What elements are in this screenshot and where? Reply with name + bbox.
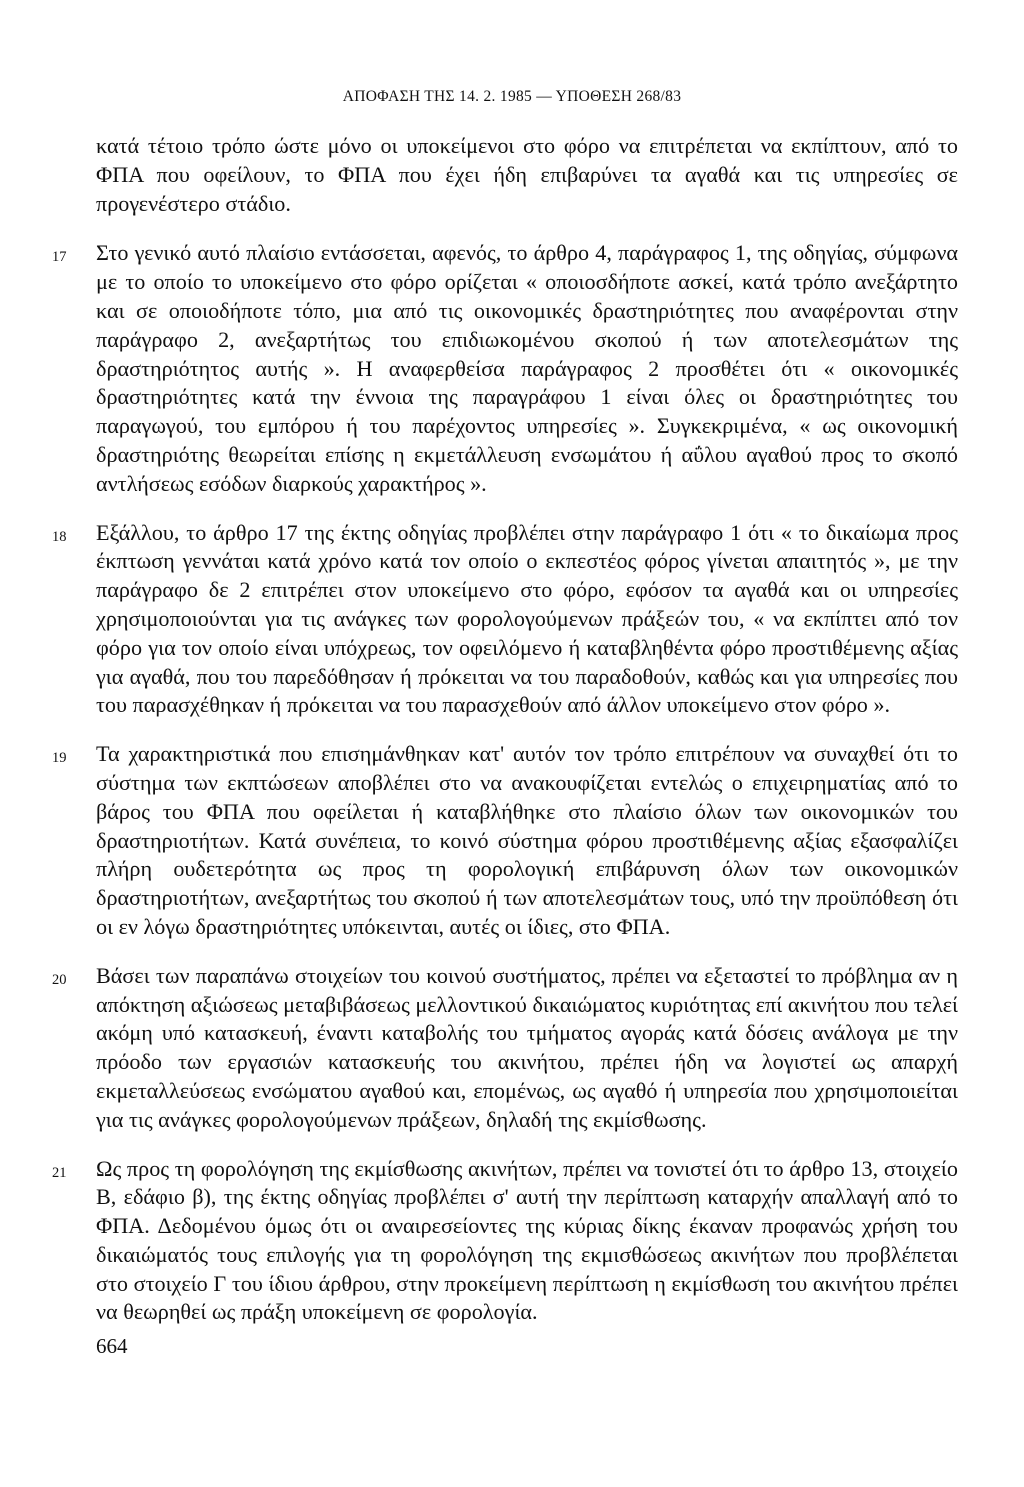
paragraph-text: κατά τέτοιο τρόπο ώστε μόνο οι υποκείμενοι στο φόρο να επιτρέπεται να εκπίπτουν, από το ΦΠΑ που οφείλουν, το ΦΠΑ που έχει ήδη επιβαρύνει τα αγαθά και τις υπηρεσίες σε προγενέστερο στάδιο. [96, 133, 958, 216]
paragraph-18 [52, 519, 958, 721]
paragraph-text: Στο γενικό αυτό πλαίσιο εντάσσεται, αφενός, το άρθρο 4, παράγραφος 1, της οδηγίας, σύμφωνα με το οποίο το υποκείμενο στο φόρο ορίζεται « οποιοσδήποτε ασκεί, κατά τρόπο ανεξάρτητο και σε οποιοδήποτε τόπο, μια από τις οικονομικές δραστηριότητες που αναφέρονται στην παράγραφο 2, ανεξαρτήτως του επιδιωκομένου σκοπού ή των αποτελεσμάτων της δραστηριότητος αυτής ». Η αναφερθείσα παράγραφος 2 προσθέτει ότι « οικονομικές δραστηριότητες κατά την έννοια της παραγράφου 1 είναι όλες οι δραστηριότητες του παραγωγού, του εμπόρου ή του παρέχοντος υπηρεσίες ». Συγκεκριμένα, « ως οικονομική δραστηριότης θεωρείται επίσης η εκμετάλλευση ενσωμάτου ή αΰλου αγαθού προς το σκοπό αντλήσεως εσόδων διαρκούς χαρακτήρος ». [96, 240, 958, 496]
running-header: ΑΠΟΦΑΣΗ ΤΗΣ 14. 2. 1985 — ΥΠΟΘΕΣΗ 268/83 [342, 88, 682, 105]
body-text [52, 132, 958, 1347]
paragraph-number: 20 [52, 971, 67, 988]
paragraph-number: 18 [52, 528, 67, 545]
paragraph-number: 17 [52, 249, 67, 266]
page-number: 664 [96, 1334, 128, 1358]
paragraph-text: Ως προς τη φορολόγηση της εκμίσθωσης ακινήτων, πρέπει να τονιστεί ότι το άρθρο 13, στοιχείο Β, εδάφιο β), της έκτης οδηγίας προβλέπει σ' αυτή την περίπτωση καταρχήν απαλλαγή από το ΦΠΑ. Δεδομένου όμως ότι οι αναιρεσείοντες της κύριας δίκης έκαναν προφανώς χρήση του δικαιώματός τους επιλογής για τη φορολόγηση της εκμισθώσεως ακινήτων που προβλέπεται στο στοιχείο Γ του ίδιου άρθρου, στην προκείμενη περίπτωση η εκμίσθωση του ακινήτου πρέπει να θεωρηθεί ως πράξη υποκείμενη σε φορολογία. [96, 1155, 958, 1325]
paragraph-text: Βάσει των παραπάνω στοιχείων του κοινού συστήματος, πρέπει να εξεταστεί το πρόβλημα αν η απόκτηση αξιώσεως μεταβιβάσεως μελλοντικού δικαιώματος κυριότητας επί ακινήτου που τελεί ακόμη υπό κατασκευή, έναντι καταβολής του τμήματος αγοράς κατά δόσεις ανάλογα με την πρόοδο των εργασιών κατασκευής του ακινήτου, πρέπει ήδη να λογιστεί ως απαρχή εκμεταλλεύσεως ενσώματου αγαθού και, επομένως, ως αγαθό ή υπηρεσία που χρησιμοποιείται για τις ανάγκες φορολογούμενων πράξεων, δηλαδή της εκμίσθωσης. [96, 962, 958, 1132]
paragraph-20 [52, 962, 958, 1135]
paragraph-number: 19 [52, 750, 67, 767]
paragraph-17 [52, 239, 958, 498]
paragraph-continuation [96, 132, 958, 218]
paragraph-number: 21 [52, 1164, 67, 1181]
paragraph-19 [52, 740, 958, 942]
paragraph-21 [52, 1155, 958, 1328]
paragraph-text: Τα χαρακτηριστικά που επισημάνθηκαν κατ' αυτόν τον τρόπο επιτρέπουν να συναχθεί ότι το σύστημα των εκπτώσεων αποβλέπει στο να ανακουφίζεται εντελώς ο επιχειρηματίας από το βάρος του ΦΠΑ που οφείλεται ή καταβλήθηκε στο πλαίσιο όλων των οικονομικών του δραστηριοτήτων. Κατά συνέπεια, το κοινό σύστημα φόρου προστιθέμενης αξίας εξασφαλίζει πλήρη ουδετερότητα ως προς τη φορολογική επιβάρυνση όλων των οικονομικών δραστηριοτήτων, ανεξαρτήτως του σκοπού ή των αποτελεσμάτων τους, υπό την προϋπόθεση ότι οι εν λόγω δραστηριότητες υπόκεινται, αυτές οι ίδιες, στο ΦΠΑ. [96, 741, 958, 939]
paragraph-text: Εξάλλου, το άρθρο 17 της έκτης οδηγίας προβλέπει στην παράγραφο 1 ότι « το δικαίωμα προς έκπτωση γεννάται κατά χρόνο κατά τον οποίο ο εκπεστέος φόρος γίνεται απαιτητός », με την παράγραφο δε 2 επιτρέπει στον υποκείμενο στο φόρο, εφόσον τα αγαθά και οι υπηρεσίες χρησιμοποιούνται για τις ανάγκες των φορολογούμενων πράξεών του, « να εκπίπτει από τον φόρο για τον οποίο είναι υπόχρεως, τον οφειλόμενο ή καταβληθέντα φόρο προστιθέμενης αξίας για αγαθά, που του παρεδόθησαν ή πρόκειται να του παραδοθούν, καθώς και για υπηρεσίες που του παρασχέθηκαν ή πρόκειται να του παρασχεθούν από άλλον υποκείμενο στον φόρο ». [96, 519, 958, 718]
